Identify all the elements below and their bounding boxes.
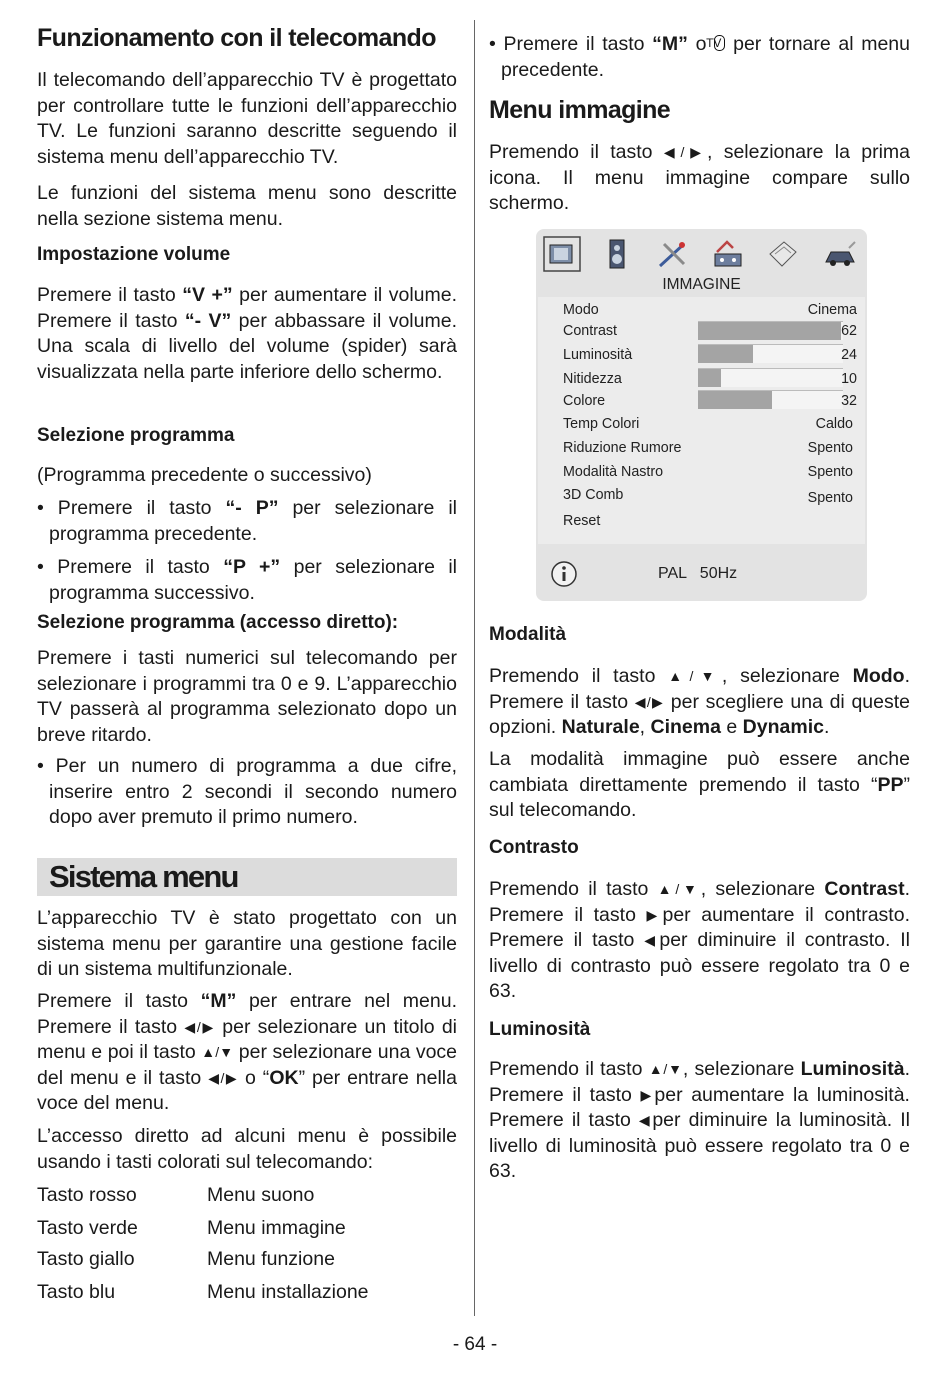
menu-system-paragraph-2: Premere il tasto “M” per entrare nel menu. Premere il tasto ◀/▶ per selezionare un titolo di menu e poi il tasto ▲/▼ per selezionare una voce del menu e il tasto ◀/▶ o “OK” per entrare nella voce del menu.: [37, 990, 458, 1114]
contrast-paragraph: Premendo il tasto ▲/▼, selezionare Contrast. Premere il tasto ▶per aumentare il contrasto. Premere il tasto ◀per diminuire il contrasto. Il livello di contrasto può essere regolato tra 0 e 63.: [489, 878, 910, 1002]
right-arrow-icon: ▶: [646, 906, 663, 923]
key-volume-down: “- V”: [184, 309, 232, 332]
osd-row-color[interactable]: Colore 32: [563, 393, 857, 409]
left-right-arrow-icon: ◀/▶: [663, 144, 707, 160]
osd-row-color-temp[interactable]: Temp Colori Caldo: [563, 416, 853, 432]
menu-system-paragraph-3: L’accesso diretto ad alcuni menu è possibile usando i tasti colorati sul telecomando:: [37, 1125, 457, 1173]
heading-program-selection: Selezione programma: [37, 425, 235, 446]
left-right-arrow-icon: ◀/▶: [634, 693, 665, 710]
heading-mode: Modalità: [489, 624, 567, 645]
up-down-arrow-icon: ▲/▼: [668, 668, 722, 684]
osd-row-tape-mode[interactable]: Modalità Nastro Spento: [563, 464, 853, 480]
key-volume-up: “V +”: [182, 284, 233, 306]
up-down-arrow-icon: ▲/▼: [201, 1044, 234, 1060]
osd-row-sharpness[interactable]: Nitidezza 10: [563, 371, 857, 387]
heading-direct-access: Selezione programma (accesso diretto):: [37, 612, 399, 633]
program-subtitle: (Programma precedente o successivo): [37, 464, 372, 486]
up-down-arrow-icon: ▲/▼: [657, 881, 701, 897]
channel-list-menu-icon[interactable]: [823, 238, 857, 270]
installation-menu-icon[interactable]: [711, 238, 745, 270]
osd-row-mode[interactable]: Modo Cinema: [563, 302, 857, 318]
menu-system-banner: [37, 858, 457, 896]
direct-access-bullet: • Per un numero di programma a due cifre, inserire entro 2 secondi il secondo numero dopo aver premuto il primo numero.: [37, 755, 457, 828]
heading-menu-system: Sistema menu: [49, 859, 238, 894]
heading-volume: Impostazione volume: [37, 244, 231, 265]
source-menu-icon[interactable]: [766, 238, 800, 270]
osd-settings-list: [538, 297, 865, 544]
heading-remote-operation: Funzionamento con il telecomando: [37, 24, 436, 52]
program-bullet-previous: • Premere il tasto “- P” per selezionare il programma precedente.: [37, 497, 457, 545]
mode-paragraph-2: La modalità immagine può essere anche cambiata direttamente premendo il tasto “PP” sul telecomando.: [489, 748, 910, 821]
heading-brightness: Luminosità: [489, 1019, 591, 1040]
osd-row-noise-reduction[interactable]: Riduzione Rumore Spento: [563, 440, 853, 456]
right-arrow-icon: ▶: [640, 1086, 655, 1103]
feature-menu-icon[interactable]: [656, 238, 690, 270]
picture-menu-paragraph: Premendo il tasto ◀/▶, selezionare la prima icona. Il menu immagine compare sullo schermo.: [489, 141, 910, 214]
left-arrow-icon: ◀: [638, 1112, 653, 1128]
volume-paragraph: Premere il tasto “V +” per aumentare il volume. Premere il tasto “- V” per abbassare il volume. Una scala di livello del volume (spider) sarà visualizzata nella parte inferiore dello schermo.: [37, 284, 458, 383]
osd-title: IMMAGINE: [662, 276, 741, 293]
menu-system-paragraph-1: L’apparecchio TV è stato progettato con un sistema menu per garantire una gestione facile di un sistema multifunzionale.: [37, 907, 457, 980]
mode-paragraph-1: Premendo il tasto ▲/▼, selezionare Modo. Premere il tasto ◀/▶ per scegliere una di queste opzioni. Naturale, Cinema e Dynamic.: [489, 665, 911, 738]
heading-contrast: Contrasto: [489, 837, 579, 858]
up-down-arrow-icon: ▲/▼: [648, 1061, 683, 1077]
osd-row-brightness[interactable]: Luminosità 24: [563, 347, 857, 363]
page-number: - 64 -: [452, 1334, 498, 1355]
sound-menu-icon[interactable]: [600, 238, 634, 270]
program-bullet-next: • Premere il tasto “P +” per selezionare il programma successivo.: [37, 556, 457, 604]
osd-row-reset[interactable]: Reset: [563, 513, 601, 529]
osd-row-contrast[interactable]: Contrast 62: [563, 323, 857, 339]
brightness-paragraph: Premendo il tasto ▲/▼, selezionare Luminosità. Premere il tasto ▶per aumentare la luminosità. Premere il tasto ◀per diminuire la luminosità. Il livello di luminosità può essere regolato tra 0 e 63.: [489, 1058, 910, 1182]
picture-menu-icon[interactable]: [543, 236, 581, 272]
tv-key-icon: TV: [714, 35, 725, 51]
intro-paragraph-1: Il telecomando dell’apparecchio TV è progettato per controllare tutte le funzioni dell’apparecchio TV. Le funzioni saranno descritte seguendo il sistema menu dell’apparecchio TV.: [37, 69, 457, 168]
info-icon: [550, 560, 578, 588]
menu-icon-row: [536, 229, 867, 275]
osd-row-3d-comb[interactable]: 3D Comb Spento: [563, 487, 853, 506]
column-divider: [474, 20, 475, 1316]
left-right-arrow-icon: ◀/▶: [208, 1069, 239, 1086]
heading-picture-menu: Menu immagine: [489, 96, 671, 124]
left-arrow-icon: ◀: [644, 932, 660, 948]
back-to-menu-bullet: • Premere il tasto “M” o TV per tornare al menu precedente.: [489, 33, 910, 81]
intro-paragraph-2: Le funzioni del sistema menu sono descritte nella sezione sistema menu.: [37, 182, 457, 230]
picture-menu-osd: [536, 229, 867, 601]
direct-access-paragraph: Premere i tasti numerici sul telecomando per selezionare i programmi tra 0 e 9. L’apparecchio TV passerà al programma selezionato dopo un breve ritardo.: [37, 647, 457, 746]
left-right-arrow-icon: ◀/▶: [184, 1018, 216, 1035]
osd-signal-info: PAL 50Hz: [658, 565, 738, 582]
